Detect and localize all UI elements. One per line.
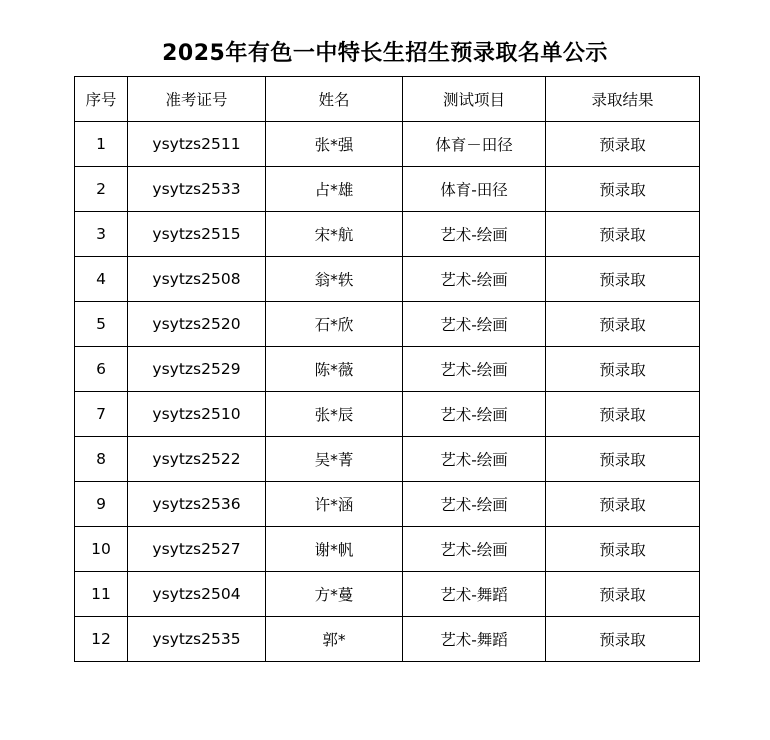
cell-admission-result: 预录取 — [546, 617, 700, 662]
cell-exam-ticket-number: ysytzs2527 — [128, 527, 266, 572]
header-admission-result: 录取结果 — [546, 77, 700, 122]
cell-test-item: 艺术-绘画 — [403, 392, 546, 437]
cell-test-item: 体育－田径 — [403, 122, 546, 167]
cell-exam-ticket-number: ysytzs2515 — [128, 212, 266, 257]
cell-test-item: 艺术-绘画 — [403, 527, 546, 572]
cell-exam-ticket-number: ysytzs2510 — [128, 392, 266, 437]
cell-serial-number: 9 — [75, 482, 128, 527]
page-title: 2025年有色一中特长生招生预录取名单公示 — [162, 41, 608, 66]
cell-admission-result: 预录取 — [546, 212, 700, 257]
cell-name: 方*蔓 — [266, 572, 403, 617]
cell-name: 宋*航 — [266, 212, 403, 257]
cell-serial-number: 4 — [75, 257, 128, 302]
cell-name: 郭* — [266, 617, 403, 662]
cell-admission-result: 预录取 — [546, 572, 700, 617]
table-row — [75, 122, 700, 167]
table-row — [75, 572, 700, 617]
cell-test-item: 艺术-绘画 — [403, 437, 546, 482]
cell-serial-number: 8 — [75, 437, 128, 482]
cell-exam-ticket-number: ysytzs2504 — [128, 572, 266, 617]
cell-name: 石*欣 — [266, 302, 403, 347]
cell-test-item: 艺术-绘画 — [403, 257, 546, 302]
table-row — [75, 347, 700, 392]
cell-test-item: 体育-田径 — [403, 167, 546, 212]
cell-serial-number: 6 — [75, 347, 128, 392]
header-exam-ticket-number: 准考证号 — [128, 77, 266, 122]
cell-admission-result: 预录取 — [546, 482, 700, 527]
header-test-item: 测试项目 — [403, 77, 546, 122]
table-row — [75, 167, 700, 212]
cell-exam-ticket-number: ysytzs2522 — [128, 437, 266, 482]
cell-name: 占*雄 — [266, 167, 403, 212]
cell-exam-ticket-number: ysytzs2520 — [128, 302, 266, 347]
cell-exam-ticket-number: ysytzs2508 — [128, 257, 266, 302]
table-row — [75, 437, 700, 482]
cell-test-item: 艺术-绘画 — [403, 482, 546, 527]
cell-name: 谢*帆 — [266, 527, 403, 572]
header-name: 姓名 — [266, 77, 403, 122]
cell-test-item: 艺术-舞蹈 — [403, 617, 546, 662]
header-serial-number: 序号 — [75, 77, 128, 122]
admission-list-table — [74, 76, 700, 662]
cell-admission-result: 预录取 — [546, 392, 700, 437]
table-row — [75, 212, 700, 257]
table-row — [75, 257, 700, 302]
cell-serial-number: 11 — [75, 572, 128, 617]
cell-serial-number: 5 — [75, 302, 128, 347]
cell-serial-number: 1 — [75, 122, 128, 167]
cell-test-item: 艺术-绘画 — [403, 212, 546, 257]
cell-exam-ticket-number: ysytzs2533 — [128, 167, 266, 212]
table-body — [75, 122, 700, 662]
cell-exam-ticket-number: ysytzs2536 — [128, 482, 266, 527]
cell-exam-ticket-number: ysytzs2529 — [128, 347, 266, 392]
cell-admission-result: 预录取 — [546, 302, 700, 347]
table-row — [75, 392, 700, 437]
cell-name: 张*辰 — [266, 392, 403, 437]
cell-serial-number: 2 — [75, 167, 128, 212]
cell-name: 张*强 — [266, 122, 403, 167]
table-header-row — [75, 77, 700, 122]
cell-name: 许*涵 — [266, 482, 403, 527]
table-row — [75, 617, 700, 662]
cell-serial-number: 12 — [75, 617, 128, 662]
cell-name: 翁*轶 — [266, 257, 403, 302]
cell-serial-number: 7 — [75, 392, 128, 437]
cell-serial-number: 10 — [75, 527, 128, 572]
cell-test-item: 艺术-绘画 — [403, 347, 546, 392]
table-row — [75, 302, 700, 347]
cell-test-item: 艺术-舞蹈 — [403, 572, 546, 617]
cell-exam-ticket-number: ysytzs2511 — [128, 122, 266, 167]
table-row — [75, 527, 700, 572]
cell-serial-number: 3 — [75, 212, 128, 257]
cell-name: 吴*菁 — [266, 437, 403, 482]
cell-name: 陈*薇 — [266, 347, 403, 392]
cell-admission-result: 预录取 — [546, 167, 700, 212]
table-row — [75, 482, 700, 527]
cell-admission-result: 预录取 — [546, 347, 700, 392]
cell-admission-result: 预录取 — [546, 257, 700, 302]
cell-admission-result: 预录取 — [546, 527, 700, 572]
cell-admission-result: 预录取 — [546, 122, 700, 167]
cell-admission-result: 预录取 — [546, 437, 700, 482]
cell-exam-ticket-number: ysytzs2535 — [128, 617, 266, 662]
cell-test-item: 艺术-绘画 — [403, 302, 546, 347]
